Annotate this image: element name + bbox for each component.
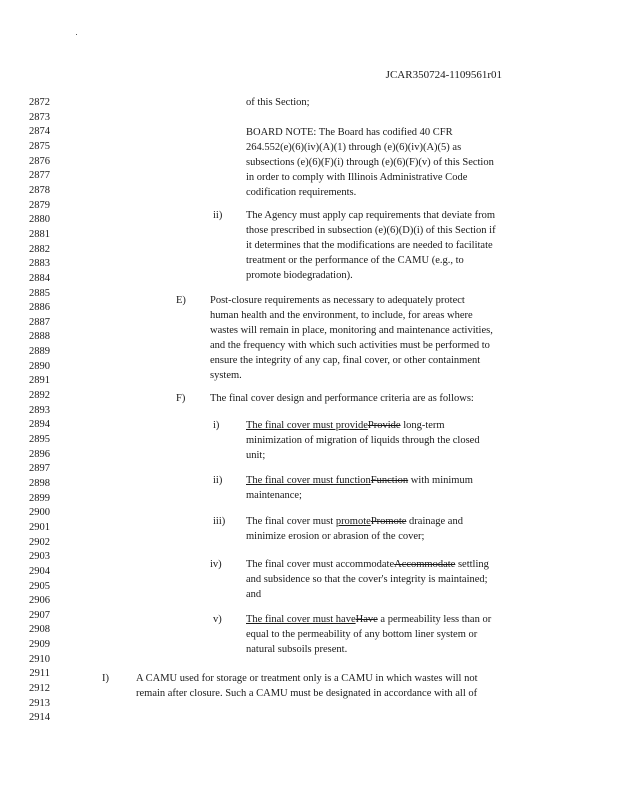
item-label: v) xyxy=(213,614,222,625)
paragraph-line: minimize erosion or abrasion of the cover; xyxy=(246,531,425,542)
line-number: 2898 xyxy=(29,477,50,489)
line-number: 2896 xyxy=(29,448,50,460)
line-number: 2904 xyxy=(29,565,50,577)
line-number: 2893 xyxy=(29,404,50,416)
deleted-text: Provide xyxy=(367,420,401,431)
line-number: 2877 xyxy=(29,170,50,182)
line-number: 2881 xyxy=(29,228,50,240)
line-number: 2890 xyxy=(29,360,50,372)
line-text: The final cover must xyxy=(246,516,336,527)
line-text: a permeability less than or xyxy=(377,614,492,625)
paragraph-line: and the frequency with which such activities must be performed to xyxy=(210,340,490,351)
paragraph-line: human health and the environment, to include, for areas where xyxy=(210,310,473,321)
line-number: 2872 xyxy=(29,97,50,108)
item-label: i) xyxy=(213,420,220,431)
paragraph-line: and subsidence so that the cover's integrity is maintained; xyxy=(246,574,488,585)
board-note-line: subsections (e)(6)(F)(i) through (e)(6)(F)(v) of this Section xyxy=(246,157,494,168)
deleted-text: Have xyxy=(355,614,378,625)
line-number: 2879 xyxy=(29,199,50,211)
line-number: 2886 xyxy=(29,302,50,314)
line-number: 2907 xyxy=(29,609,50,621)
paragraph-line: Post-closure requirements as necessary to adequately protect xyxy=(210,295,465,306)
inserted-text: promote xyxy=(335,516,371,527)
line-number: 2899 xyxy=(29,492,50,504)
paragraph-line: system. xyxy=(210,370,242,381)
line-number: 2874 xyxy=(29,126,50,138)
amended-line xyxy=(246,421,445,432)
board-note-line: codification requirements. xyxy=(246,187,357,198)
line-number: 2909 xyxy=(29,639,50,651)
paragraph-line: A CAMU used for storage or treatment only is a CAMU in which wastes will not xyxy=(136,673,478,684)
item-label: F) xyxy=(176,393,186,404)
line-number: 2914 xyxy=(29,712,50,724)
paragraph-line: remain after closure. Such a CAMU must be designated in accordance with all of xyxy=(136,688,478,699)
line-number: 2895 xyxy=(29,433,50,445)
line-text: The final cover must accommodate xyxy=(246,559,395,570)
line-number: 2900 xyxy=(29,507,50,519)
document-id: JCAR350724-1109561r01 xyxy=(385,69,502,81)
item-label: ii) xyxy=(213,210,223,221)
paragraph-line: equal to the permeability of any bottom liner system or xyxy=(246,629,478,640)
paragraph-line: The Agency must apply cap requirements that deviate from xyxy=(246,210,496,221)
paragraph-line: unit; xyxy=(246,450,266,461)
line-number: 2902 xyxy=(29,536,50,548)
paragraph-line: minimization of migration of liquids through the closed xyxy=(246,435,480,446)
board-note-line: in order to comply with Illinois Administrative Code xyxy=(246,172,468,183)
deleted-text: Accommodate xyxy=(394,559,456,570)
line-number: 2911 xyxy=(29,668,50,680)
continuation-text: of this Section; xyxy=(246,97,310,108)
paragraph-line: promote biodegradation). xyxy=(246,270,353,281)
item-label: iv) xyxy=(210,559,222,570)
line-number: 2906 xyxy=(29,595,50,607)
line-number: 2876 xyxy=(29,155,50,167)
deleted-text: Function xyxy=(370,475,409,486)
amended-line xyxy=(246,615,491,626)
line-number: 2873 xyxy=(29,111,50,123)
deleted-text: Promote xyxy=(370,516,407,527)
paragraph-line: The final cover design and performance criteria are as follows: xyxy=(210,393,474,404)
amended-line xyxy=(246,560,489,571)
paragraph-line: wastes will remain in place, monitoring and maintenance activities, xyxy=(210,325,493,336)
paragraph-line: natural subsoils present. xyxy=(246,644,348,655)
item-label: I) xyxy=(102,673,109,684)
line-number: 2901 xyxy=(29,521,50,533)
line-number: 2903 xyxy=(29,551,50,563)
line-number: 2883 xyxy=(29,258,50,270)
paragraph-line: and xyxy=(246,589,262,600)
line-number: 2908 xyxy=(29,624,50,636)
line-text: drainage and xyxy=(406,516,463,527)
item-label: iii) xyxy=(213,516,226,527)
item-label: E) xyxy=(176,295,186,306)
line-number: 2875 xyxy=(29,140,50,152)
line-number: 2885 xyxy=(29,287,50,299)
line-number: 2887 xyxy=(29,316,50,328)
paragraph-line: it determines that the modifications are needed to facilitate xyxy=(246,240,493,251)
inserted-text: The final cover must have xyxy=(246,614,356,625)
paragraph-line: treatment or the performance of the CAMU (e.g., to xyxy=(246,255,464,266)
paragraph-line: maintenance; xyxy=(246,490,302,501)
line-text: settling xyxy=(455,559,489,570)
paragraph-line: ensure the integrity of any cap, final cover, or other containment xyxy=(210,355,481,366)
amended-line xyxy=(246,476,473,487)
line-number: 2897 xyxy=(29,463,50,475)
line-number: 2880 xyxy=(29,214,50,226)
line-number: 2892 xyxy=(29,390,50,401)
line-number: 2913 xyxy=(29,697,50,709)
line-number: 2912 xyxy=(29,683,50,694)
line-number: 2905 xyxy=(29,580,50,592)
amended-line xyxy=(246,517,463,528)
line-number: 2910 xyxy=(29,653,50,665)
line-number: 2894 xyxy=(29,419,50,431)
line-number: 2888 xyxy=(29,331,50,343)
line-text: with minimum xyxy=(408,475,473,486)
board-note-line: BOARD NOTE: The Board has codified 40 CFR xyxy=(246,127,453,138)
line-number: 2891 xyxy=(29,375,50,387)
line-number: 2889 xyxy=(29,346,50,358)
line-number: 2882 xyxy=(29,243,50,255)
line-number: 2884 xyxy=(29,272,50,284)
line-text: long-term xyxy=(400,420,445,431)
inserted-text: The final cover must provide xyxy=(246,420,368,431)
board-note-line: 264.552(e)(6)(iv)(A)(1) through (e)(6)(iv)(A)(5) as xyxy=(246,142,462,153)
inserted-text: The final cover must function xyxy=(246,475,371,486)
paragraph-line: those prescribed in subsection (e)(6)(D)(i) of this Section if xyxy=(246,225,496,236)
item-label: ii) xyxy=(213,475,223,486)
scan-speck xyxy=(76,34,77,35)
line-number: 2878 xyxy=(29,184,50,196)
